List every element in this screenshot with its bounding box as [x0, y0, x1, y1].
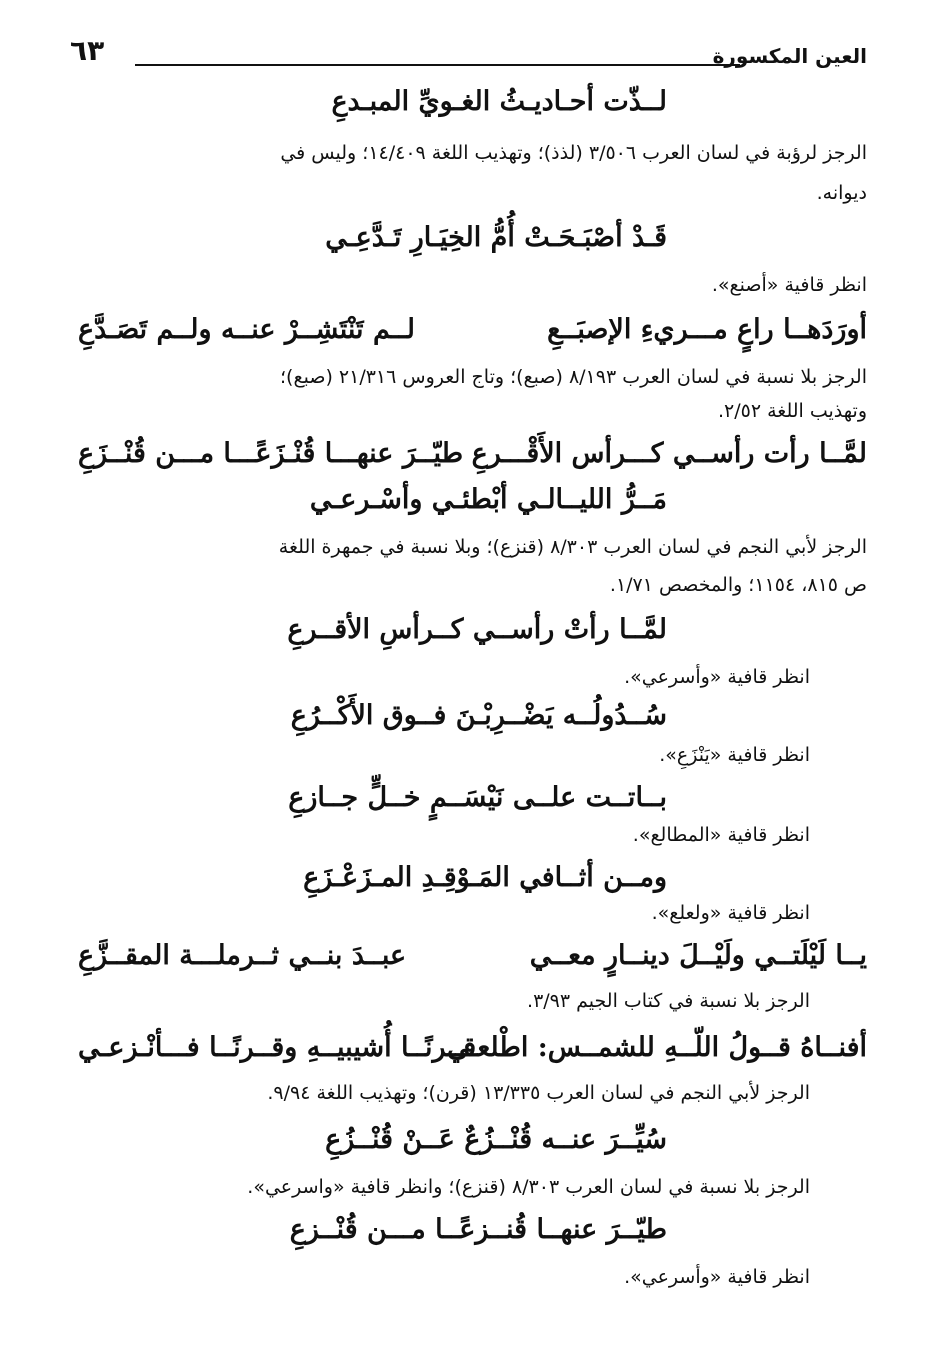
verse-line: مَــرُّ الليــالـي أبْطئـي وأسْـرعـي [309, 484, 667, 515]
note-line: الرجز لرؤبة في لسان العرب ٣/٥٠٦ (لذذ)؛ وتهذيب اللغة ١٤/٤٠٩؛ وليس في [280, 142, 867, 164]
note-line: انظر قافية «أصنع». [711, 274, 867, 296]
verse-first-hemistich: أورَدَهــا راعٍ مـــريءِ الإصبَــعِ [547, 314, 867, 345]
verse-line: سُيِّــرَ عنــه قُنْــزُعٌ عَــنْ قُنْــزُعِ [325, 1124, 667, 1155]
note-line: الرجز بلا نسبة في كتاب الجيم ٣/٩٣. [527, 990, 810, 1012]
note-line: الرجز لأبي النجم في لسان العرب ١٣/٣٣٥ (قرن)؛ وتهذيب اللغة ٩/٩٤. [267, 1082, 810, 1104]
verse-line: لمَّــا رأتْ رأســي كــرأسِ الأقــرعِ [287, 614, 667, 645]
running-title: العين المكسورة [712, 44, 867, 68]
verse-second-hemistich: عبــدَ بنــي ثــرملـــة المقــزَّعِ [78, 940, 407, 971]
note-line: انظر قافية «ولعلع». [651, 902, 810, 924]
note-line: الرجز بلا نسبة في لسان العرب ٨/٣٠٣ (قنزع)؛ وانظر قافية «واسرعي». [247, 1176, 810, 1198]
note-line: ديوانه. [816, 182, 867, 204]
note-line: انظر قافية «وأسرعي». [624, 1266, 810, 1288]
note-line: وتهذيب اللغة ٢/٥٢. [717, 400, 867, 422]
verse-line: بــاتــت علــى نَيْسَــمٍ خــلٍّ جــازعِ [288, 782, 667, 813]
verse-second-hemistich: طيّــرَ عنهـــا قُنْـزَعًـــا مـــن قُنْــزَعِ [78, 438, 464, 469]
verse-line: لــذّت أحـاديـثُ الغـويِّ المبـدعِ [331, 86, 667, 117]
verse-first-hemistich: لمَّــا رأت رأســي كـــرأس الأَقْـــرعِ [471, 438, 867, 469]
note-line: الرجز لأبي النجم في لسان العرب ٨/٣٠٣ (قنزع)؛ وبلا نسبة في جمهرة اللغة [278, 536, 867, 558]
header-rule [135, 64, 740, 66]
verse-line: طيّــرَ عنهــا قُنــزعًــا مـــن قُنْــزعِ [289, 1214, 667, 1245]
verse-first-hemistich: يــا لَيْلَتــي ولَيْــلَ دينــارٍ معــي [529, 940, 867, 971]
note-line: ص ٨١٥، ١١٥٤؛ والمخصص ١/٧١. [609, 574, 867, 596]
verse-second-hemistich: قــرنًــا أُشيبيــهِ وقــرنًــا فـــأنْـزعـي [78, 1032, 477, 1063]
note-line: انظر قافية «يَنْزَعِ». [659, 744, 810, 766]
note-line: الرجز بلا نسبة في لسان العرب ٨/١٩٣ (صبع)؛ وتاج العروس ٢١/٣١٦ (صبع)؛ [280, 366, 867, 388]
page-number: ٦٣ [70, 34, 105, 67]
note-line: انظر قافية «وأسرعي». [624, 666, 810, 688]
verse-line: سُــدُولُــه يَضْــرِبْـنَ فــوق الأَكْــرُعِ [290, 700, 667, 731]
note-line: انظر قافية «المطالع». [632, 824, 810, 846]
verse-line: قَـدْ أصْبَـحَـتْ أُمُّ الخِيَـارِ تَـدَّعِـي [325, 222, 667, 253]
verse-line: ومــن أثــافي المَـوْقِـدِ المـزَعْـزَعِ [303, 862, 667, 893]
verse-first-hemistich: أفنــاهُ قــولُ اللّــهِ للشمــس: اطْلعـي [446, 1032, 867, 1063]
verse-second-hemistich: لــم تَنْتَشِــرْ عنــه ولــم تَصَـدَّعِ [78, 314, 415, 345]
